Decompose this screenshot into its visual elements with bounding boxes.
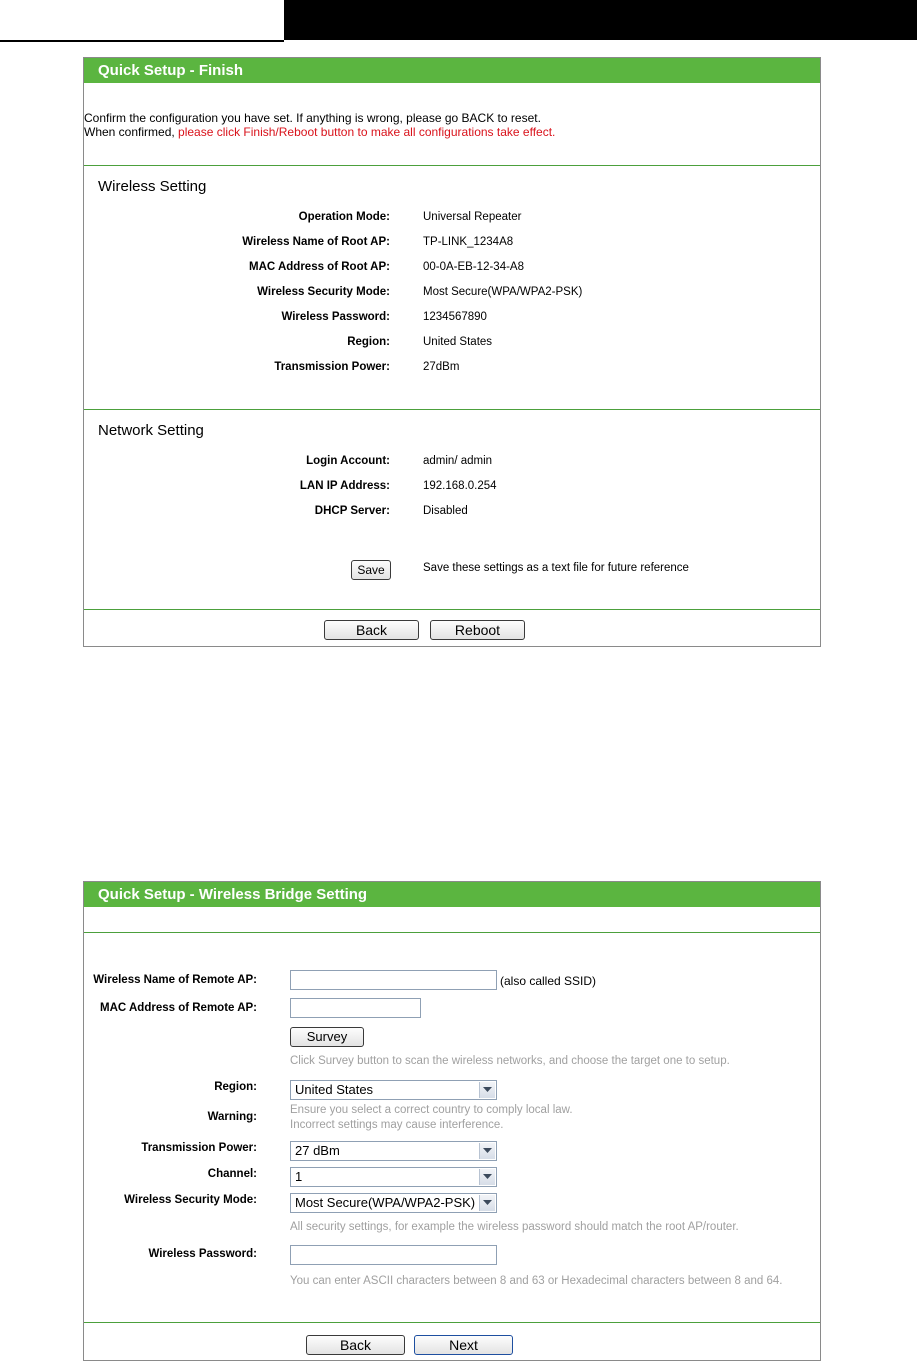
reboot-button[interactable]: Reboot [430, 620, 525, 640]
root-ap-mac-value: 00-0A-EB-12-34-A8 [423, 261, 524, 273]
transmission-power-selected: 27 dBm [295, 1143, 340, 1158]
divider [84, 609, 820, 610]
divider [84, 165, 820, 166]
chevron-down-icon [479, 1143, 495, 1159]
chevron-down-icon [479, 1195, 495, 1211]
remote-ap-mac-input[interactable] [290, 998, 421, 1018]
lan-ip-value: 192.168.0.254 [423, 480, 497, 492]
remote-ap-name-label: Wireless Name of Remote AP: [93, 974, 257, 986]
dhcp-server-label: DHCP Server: [314, 505, 390, 517]
top-bar-underline [0, 40, 284, 42]
security-mode-value: Most Secure(WPA/WPA2-PSK) [423, 286, 583, 298]
security-mode-label: Wireless Security Mode: [257, 286, 390, 298]
region-label: Region: [347, 336, 390, 348]
back-button[interactable]: Back [324, 620, 419, 640]
warning-label: Warning: [207, 1111, 257, 1123]
top-bar-right [284, 0, 917, 40]
transmission-power-value: 27dBm [423, 361, 460, 373]
survey-button[interactable]: Survey [290, 1027, 364, 1047]
operation-mode-value: Universal Repeater [423, 211, 522, 223]
region-label: Region: [214, 1081, 257, 1093]
bridge-panel-header: Quick Setup - Wireless Bridge Setting [84, 882, 820, 907]
root-ap-name-label: Wireless Name of Root AP: [242, 236, 390, 248]
transmission-power-label: Transmission Power: [274, 361, 390, 373]
wireless-password-value: 1234567890 [423, 311, 487, 323]
channel-selected: 1 [295, 1169, 303, 1184]
finish-intro-line1: Confirm the configuration you have set. If anything is wrong, please go BACK to reset. [84, 111, 541, 125]
region-select[interactable] [290, 1080, 497, 1100]
root-ap-mac-label: MAC Address of Root AP: [249, 261, 390, 273]
divider [84, 409, 820, 410]
login-account-value: admin/ admin [423, 455, 493, 467]
wireless-password-label: Wireless Password: [148, 1248, 257, 1260]
ssid-note: (also called SSID) [500, 974, 597, 988]
transmission-power-label: Transmission Power: [141, 1142, 257, 1154]
save-button[interactable]: Save [351, 560, 391, 580]
security-mode-select[interactable] [290, 1193, 497, 1213]
finish-intro-line2: When confirmed, please click Finish/Reboot button to make all configurations take effect. [84, 125, 556, 139]
wireless-password-label: Wireless Password: [281, 311, 390, 323]
remote-ap-name-input[interactable] [290, 970, 497, 990]
security-mode-selected: Most Secure(WPA/WPA2-PSK) [295, 1195, 476, 1210]
warning-line2: Incorrect settings may cause interference. [290, 1119, 504, 1131]
login-account-label: Login Account: [306, 455, 390, 467]
region-selected: United States [295, 1082, 374, 1097]
security-mode-label: Wireless Security Mode: [124, 1194, 257, 1206]
wireless-setting-title: Wireless Setting [98, 178, 207, 195]
channel-select[interactable] [290, 1167, 497, 1187]
bridge-panel [83, 881, 821, 1361]
remote-ap-mac-label: MAC Address of Remote AP: [100, 1002, 257, 1014]
divider [84, 1322, 820, 1323]
network-setting-title: Network Setting [98, 422, 204, 439]
top-bar-left [0, 0, 284, 40]
finish-panel-header: Quick Setup - Finish [84, 58, 820, 83]
lan-ip-label: LAN IP Address: [299, 480, 390, 492]
password-hint: You can enter ASCII characters between 8 and 63 or Hexadecimal characters between 8 and 64. [290, 1275, 783, 1287]
save-note: Save these settings as a text file for future reference [423, 562, 689, 574]
chevron-down-icon [479, 1082, 495, 1098]
region-value: United States [423, 336, 493, 348]
chevron-down-icon [479, 1169, 495, 1185]
channel-label: Channel: [207, 1168, 257, 1180]
finish-intro-emphasis: please click Finish/Reboot button to make all configurations take effect. [178, 125, 556, 139]
back-button[interactable]: Back [306, 1335, 405, 1355]
transmission-power-select[interactable] [290, 1141, 497, 1161]
next-button[interactable]: Next [414, 1335, 513, 1355]
divider [84, 932, 820, 933]
security-hint: All security settings, for example the wireless password should match the root AP/router. [290, 1221, 739, 1233]
operation-mode-label: Operation Mode: [298, 211, 390, 223]
warning-line1: Ensure you select a correct country to comply local law. [290, 1104, 573, 1116]
dhcp-server-value: Disabled [423, 505, 468, 517]
wireless-password-input[interactable] [290, 1245, 497, 1265]
finish-panel [83, 57, 821, 647]
survey-hint: Click Survey button to scan the wireless networks, and choose the target one to setup. [290, 1055, 730, 1067]
root-ap-name-value: TP-LINK_1234A8 [423, 236, 514, 248]
